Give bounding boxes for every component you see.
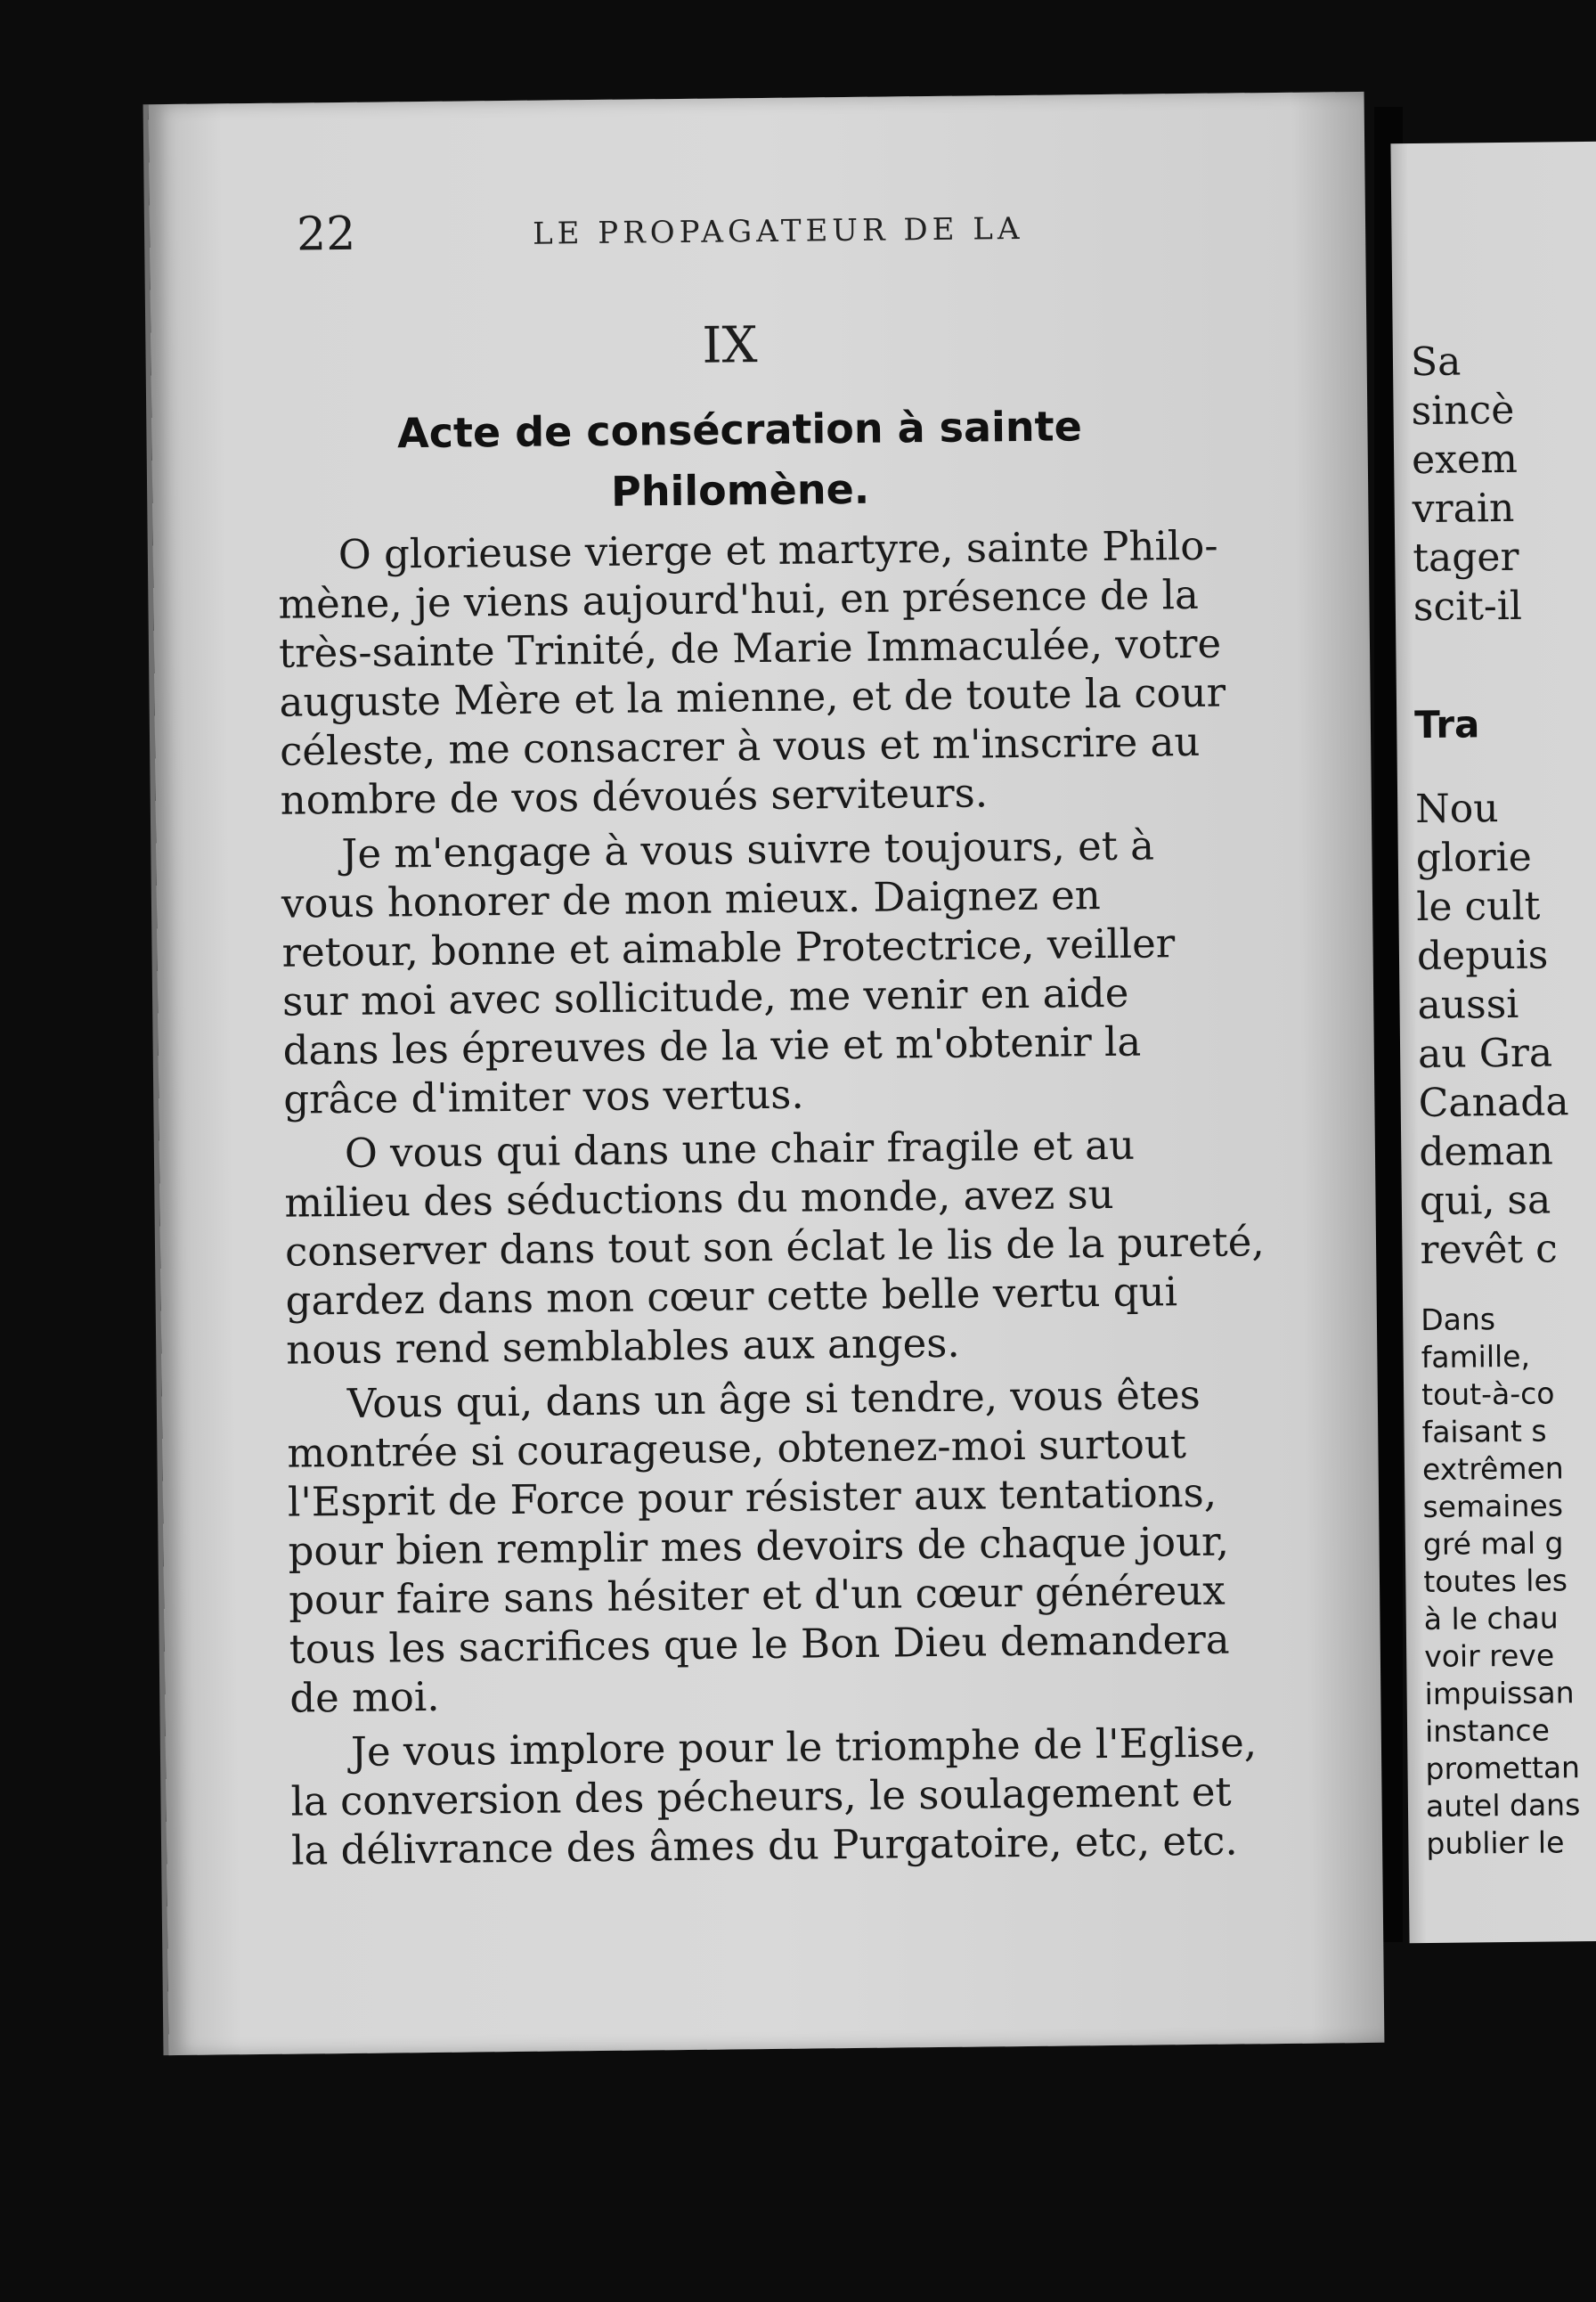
text-line: Je vous implore pour le triomphe de l'Eglise, — [350, 1718, 1258, 1775]
right-page-line: le cult — [1416, 883, 1541, 931]
text-line: auguste Mère et la mienne, et de toute la cour — [279, 668, 1226, 726]
right-page-line: faisant s — [1421, 1413, 1547, 1450]
text-line: sur moi avec sollicitude, me venir en aide — [281, 968, 1129, 1025]
right-page-line: impuissan — [1424, 1675, 1575, 1712]
section-title — [258, 395, 1221, 526]
right-page-partial — [1390, 142, 1596, 1943]
text-line: la délivrance des âmes du Purgatoire, etc, etc. — [290, 1816, 1238, 1874]
right-page-line: aussi — [1417, 981, 1519, 1029]
right-page-line: à le chau — [1423, 1600, 1559, 1637]
right-page-line: sincè — [1411, 387, 1515, 435]
section-title-line-1: Acte de consécration à sainte — [396, 402, 1083, 458]
running-head — [150, 199, 1184, 263]
right-page-small-text — [1421, 1300, 1596, 1863]
paragraph — [287, 1370, 1234, 1723]
text-line: montrée si courageuse, obtenez-moi surtout — [287, 1420, 1187, 1477]
text-line: conserver dans tout son éclat le lis de la pureté, — [284, 1218, 1265, 1276]
right-page-line: glorie — [1415, 834, 1532, 882]
text-line: retour, bonne et aimable Protectrice, veiller — [281, 919, 1176, 976]
right-page-line: publier le — [1426, 1824, 1565, 1861]
right-page-top-text — [1411, 336, 1596, 632]
section-title-line-2: Philomène. — [610, 464, 870, 516]
right-page-line: vrain — [1412, 485, 1515, 533]
text-line: gardez dans mon cœur cette belle vertu qui — [285, 1268, 1178, 1325]
text-line: dans les épreuves de la vie et m'obtenir la — [282, 1017, 1142, 1074]
text-line: l'Esprit de Force pour résister aux tentations, — [287, 1468, 1217, 1526]
right-page-line: Sa — [1410, 339, 1462, 386]
right-page-line: voir reve — [1424, 1637, 1555, 1675]
right-page-line: autel dans — [1425, 1787, 1581, 1824]
text-line: très-sainte Trinité, de Marie Immaculée, votre — [278, 619, 1222, 677]
right-page-body-text — [1415, 783, 1596, 1275]
right-page-heading: Tra — [1414, 702, 1480, 747]
text-line: Je m'engage à vous suivre toujours, et à — [341, 821, 1155, 878]
right-page-line: revêt c — [1420, 1226, 1558, 1274]
right-page-line: depuis — [1416, 932, 1549, 980]
right-page-line: deman — [1419, 1128, 1554, 1176]
right-page-line: scit-il — [1413, 583, 1523, 631]
right-page-line: extrêmen — [1421, 1450, 1564, 1488]
right-page-line: toutes les — [1423, 1563, 1568, 1600]
right-page-line: famille, — [1421, 1338, 1531, 1375]
text-line: pour faire sans hésiter et d'un cœur généreux — [288, 1566, 1226, 1624]
text-line: O vous qui dans une chair fragile et au — [344, 1121, 1136, 1177]
paragraph — [290, 1718, 1258, 1875]
text-line: mène, je viens aujourd'hui, en présence de la — [278, 570, 1200, 628]
right-page-line: au Gra — [1417, 1030, 1553, 1078]
section-number: IX — [702, 316, 758, 375]
text-line: Vous qui, dans un âge si tendre, vous êtes — [346, 1370, 1201, 1427]
left-page — [149, 92, 1385, 2055]
text-line: la conversion des pécheurs, le soulagement et — [290, 1767, 1232, 1825]
page-number: 22 — [296, 207, 356, 262]
right-page-line: qui, sa — [1419, 1177, 1551, 1225]
right-page-line: semaines — [1422, 1488, 1564, 1525]
text-line: pour bien remplir mes devoirs de chaque jour, — [288, 1517, 1230, 1575]
text-line: nous rend semblables aux anges. — [285, 1318, 960, 1374]
text-line: grâce d'imiter vos vertus. — [282, 1070, 804, 1123]
right-page-line: instance — [1424, 1712, 1551, 1750]
text-line: tous les sacrifices que le Bon Dieu demandera — [289, 1615, 1230, 1673]
body-text — [278, 521, 1265, 1881]
right-page-line: tager — [1413, 534, 1519, 582]
right-page-line: promettan — [1425, 1750, 1581, 1787]
right-page-line: Canada — [1418, 1079, 1569, 1127]
right-page-line: exem — [1411, 436, 1519, 484]
text-line: O glorieuse vierge et martyre, sainte Philo- — [338, 521, 1218, 578]
running-title: LE PROPAGATEUR DE LA — [532, 210, 1024, 252]
paragraph — [281, 820, 1227, 1124]
right-page-line: Dans — [1421, 1302, 1496, 1338]
right-page-line: gré mal g — [1422, 1525, 1564, 1563]
text-line: céleste, me consacrer à vous et m'inscrire au — [279, 717, 1201, 775]
right-page-line: Nou — [1414, 786, 1499, 833]
text-line: vous honorer de mon mieux. Daignez en — [281, 871, 1102, 927]
right-page-line: tout-à-co — [1421, 1375, 1555, 1413]
text-line: milieu des séductions du monde, avez su — [284, 1170, 1114, 1227]
text-line: nombre de vos dévoués serviteurs. — [280, 769, 989, 824]
text-line: de moi. — [289, 1672, 440, 1722]
paragraph — [278, 521, 1225, 825]
paragraph — [284, 1120, 1265, 1375]
